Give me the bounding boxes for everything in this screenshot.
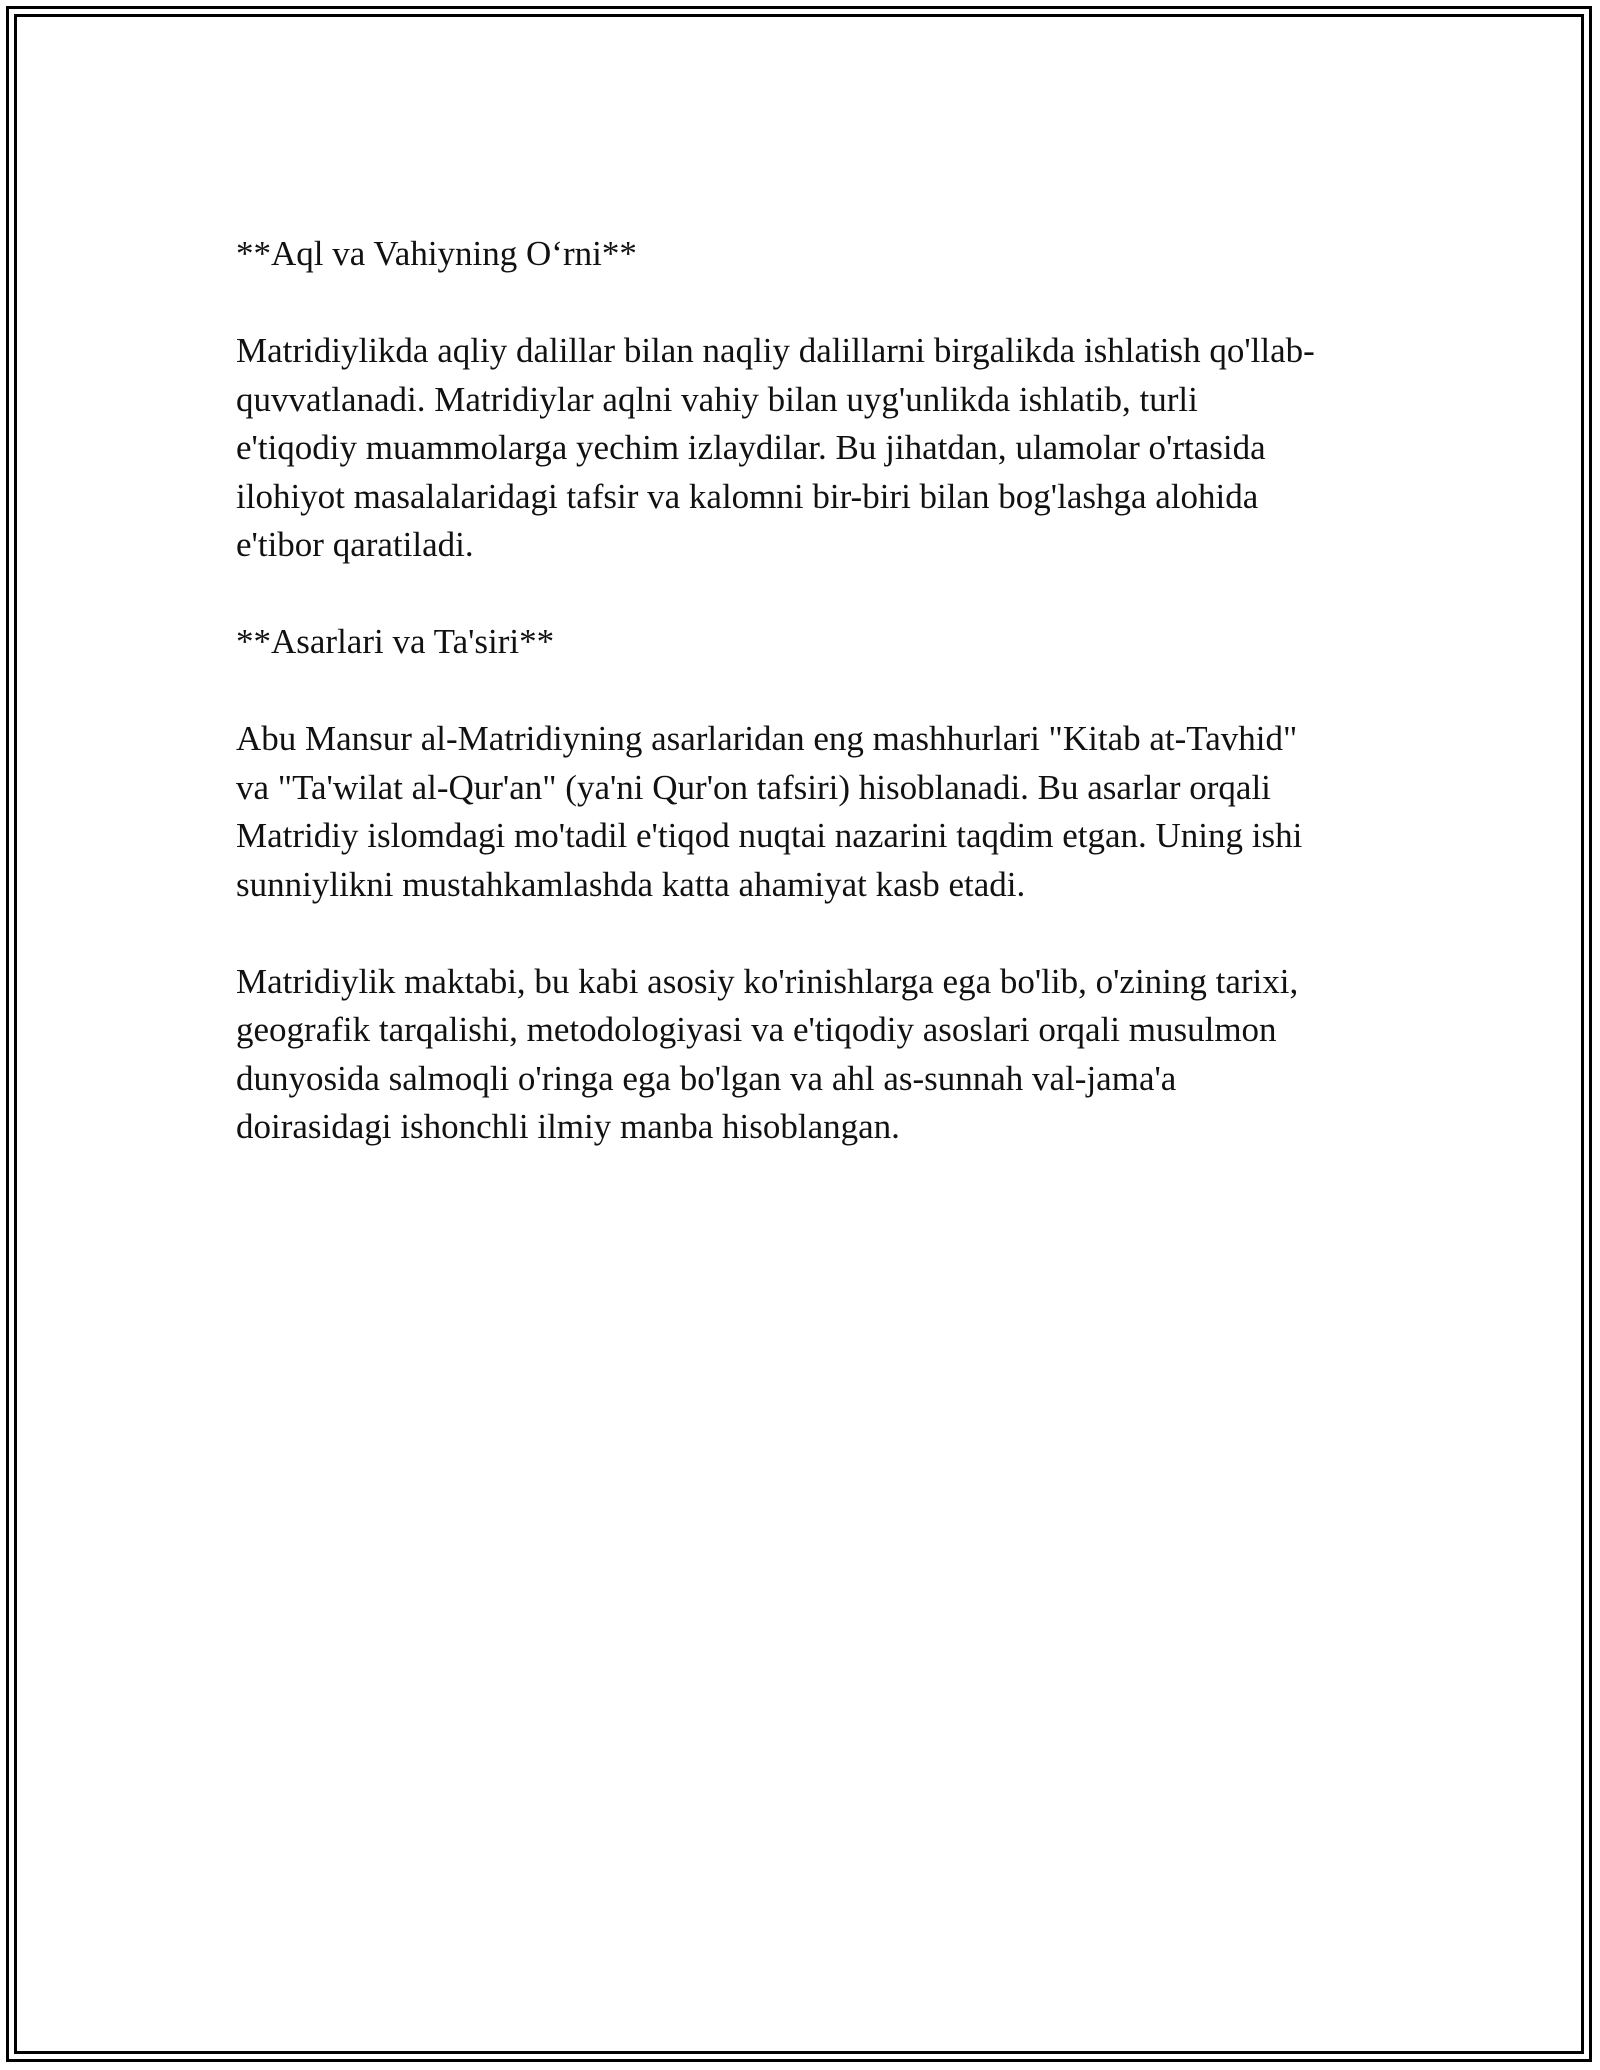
paragraph-line: geografik tarqalishi, metodologiyasi va e'tiqodiy asoslari orqali musulmon: [236, 1010, 1277, 1049]
paragraph-line: va "Ta'wilat al-Qur'an" (ya'ni Qur'on tafsiri) hisoblanadi. Bu asarlar orqali: [236, 767, 1271, 807]
paragraph-line: doirasidagi ishonchli ilmiy manba hisoblangan.: [236, 1107, 900, 1146]
paragraph-line: sunniylikni mustahkamlashda katta ahamiyat kasb etadi.: [236, 864, 1026, 904]
paragraph-line: quvvatlanadi. Matridiylar aqlni vahiy bilan uyg'unlikda ishlatib, turli: [236, 379, 1198, 419]
section-heading-asarlari-va-tasiri: **Asarlari va Ta'siri**: [236, 622, 555, 661]
section-heading-aql-va-vahiy: **Aql va Vahiyning O‘rni**: [236, 234, 637, 273]
paragraph-line: e'tibor qaratiladi.: [236, 525, 474, 564]
paragraph-line: Matridiylik maktabi, bu kabi asosiy ko'rinishlarga ega bo'lib, o'zining tarixi,: [236, 961, 1299, 1001]
paragraph-line: dunyosida salmoqli o'ringa ega bo'lgan va ahl as-sunnah val-jama'a: [236, 1058, 1177, 1098]
paragraph-asarlari-va-tasiri: [236, 715, 1376, 909]
closing-paragraph: [236, 958, 1376, 1152]
document-body: [236, 230, 1376, 1200]
paragraph-aql-va-vahiy: [236, 327, 1376, 570]
paragraph-line: ilohiyot masalalaridagi tafsir va kalomni bir-biri bilan bog'lashga alohida: [236, 476, 1259, 516]
paragraph-line: Abu Mansur al-Matridiyning asarlaridan eng mashhurlari "Kitab at-Tavhid": [236, 719, 1298, 758]
paragraph-line: e'tiqodiy muammolarga yechim izlaydilar. Bu jihatdan, ulamolar o'rtasida: [236, 428, 1266, 467]
paragraph-line: Matridiy islomdagi mo'tadil e'tiqod nuqtai nazarini taqdim etgan. Uning ishi: [236, 816, 1303, 855]
paragraph-line: Matridiylikda aqliy dalillar bilan naqliy dalillarni birgalikda ishlatish qo'llab-: [236, 331, 1315, 370]
